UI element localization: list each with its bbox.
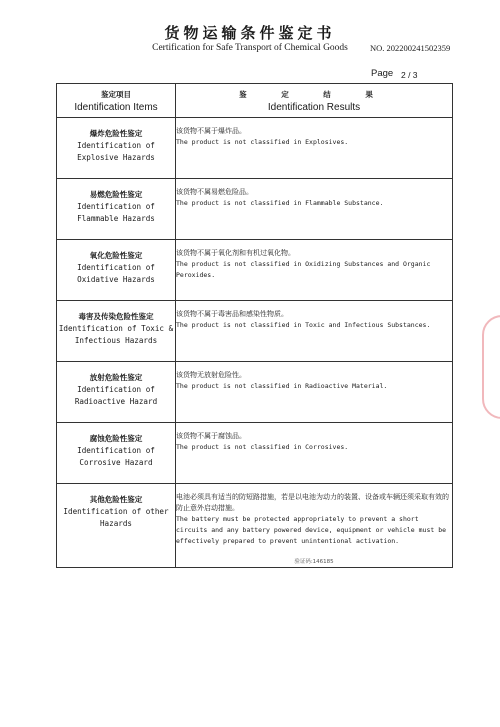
result-text-cn: 该货物不属于毒害品和感染性物质。	[176, 310, 288, 318]
item-label-en: Identification of	[77, 202, 155, 211]
result-text-en: The product is not classified in Flammable Substance.	[176, 199, 384, 207]
table-row	[57, 118, 453, 179]
result-text-cn: 该货物无放射危险性。	[176, 371, 246, 379]
item-label-cn: 放射危险性鉴定	[89, 373, 143, 382]
item-cell	[57, 240, 176, 301]
header-results-cn: 鉴 定 结 果	[239, 90, 389, 99]
item-label-en: Flammable Hazards	[77, 214, 155, 223]
table-row	[57, 240, 453, 301]
page-number: 2 / 3	[401, 70, 418, 80]
table-row	[57, 362, 453, 423]
item-label-en: Oxidative Hazards	[77, 275, 155, 284]
result-text-en: The product is not classified in Explosives.	[176, 138, 349, 146]
item-label-cn: 腐蚀危险性鉴定	[89, 434, 143, 443]
header-results-cell	[176, 84, 453, 118]
item-label-en: Identification of Toxic &	[58, 324, 174, 333]
item-label-cn: 易燃危险性鉴定	[89, 190, 143, 199]
result-cell	[176, 362, 453, 423]
result-cell	[176, 484, 453, 568]
item-cell	[57, 179, 176, 240]
item-cell	[57, 118, 176, 179]
page-label: Page	[371, 68, 394, 79]
result-text-cn: 该货物不属于腐蚀品。	[176, 432, 246, 440]
result-text-cn: 电池必须具有适当的防短路措施，若是以电池为动力的装置、设备或车辆还须采取有效的防止意外启动措施。	[176, 493, 449, 512]
table-row	[57, 301, 453, 362]
certificate-number: NO. 202200241502359	[370, 43, 451, 53]
item-label-en: Corrosive Hazard	[79, 458, 153, 467]
item-label-en: Identification of	[77, 446, 155, 455]
item-label-cn: 氧化危险性鉴定	[89, 251, 143, 260]
item-label-en: Identification of	[77, 385, 155, 394]
result-text-en: The product is not classified in Toxic and Infectious Substances.	[176, 321, 431, 329]
item-label-cn: 爆炸危险性鉴定	[89, 129, 143, 138]
item-label-en: Identification of	[77, 141, 155, 150]
table-row	[57, 423, 453, 484]
header-items-cell	[57, 84, 176, 118]
item-cell	[57, 484, 176, 568]
result-text-cn: 该货物不属于爆炸品。	[176, 127, 246, 135]
identification-table	[56, 83, 453, 568]
result-cell	[176, 423, 453, 484]
item-label-en: Identification of other	[63, 507, 169, 516]
header-results-en: Identification Results	[267, 102, 361, 113]
item-label-en: Explosive Hazards	[77, 153, 155, 162]
item-label-en: Hazards	[99, 519, 132, 528]
result-text-cn: 该货物不属易燃危险品。	[176, 188, 253, 196]
item-cell	[57, 362, 176, 423]
result-cell	[176, 301, 453, 362]
item-label-cn: 其他危险性鉴定	[89, 495, 143, 504]
item-cell	[57, 423, 176, 484]
result-cell	[176, 240, 453, 301]
seal-stamp-fragment	[482, 315, 500, 419]
item-label-cn: 毒害及传染危险性鉴定	[78, 312, 154, 321]
table-row	[57, 484, 453, 568]
table-row	[57, 179, 453, 240]
result-text-en: The battery must be protected appropriately to prevent a short circuits and any battery powered device, equipment or vehicle must be effectively prepared to prevent unintentional activation.	[176, 515, 447, 545]
document-title-chinese: 货物运输条件鉴定书	[164, 24, 336, 42]
header-items-cn: 鉴定项目	[101, 90, 131, 99]
result-text-en: The product is not classified in Oxidizing Substances and Organic Peroxides.	[176, 260, 431, 279]
header-items-en: Identification Items	[74, 102, 158, 113]
item-label-en: Identification of	[77, 263, 155, 272]
result-cell	[176, 118, 453, 179]
item-label-en: Radioactive Hazard	[74, 397, 158, 406]
table-header-row	[57, 84, 453, 118]
document-title-english: Certification for Safe Transport of Chemical Goods	[152, 43, 348, 53]
result-text-cn: 该货物不属于氧化剂和有机过氧化物。	[176, 249, 295, 257]
result-text-en: The product is not classified in Corrosives.	[176, 443, 349, 451]
verification-code: 验证码:146185	[294, 559, 334, 565]
result-cell	[176, 179, 453, 240]
result-text-en: The product is not classified in Radioactive Material.	[176, 382, 388, 390]
item-cell	[57, 301, 176, 362]
item-label-en: Infectious Hazards	[74, 336, 158, 345]
